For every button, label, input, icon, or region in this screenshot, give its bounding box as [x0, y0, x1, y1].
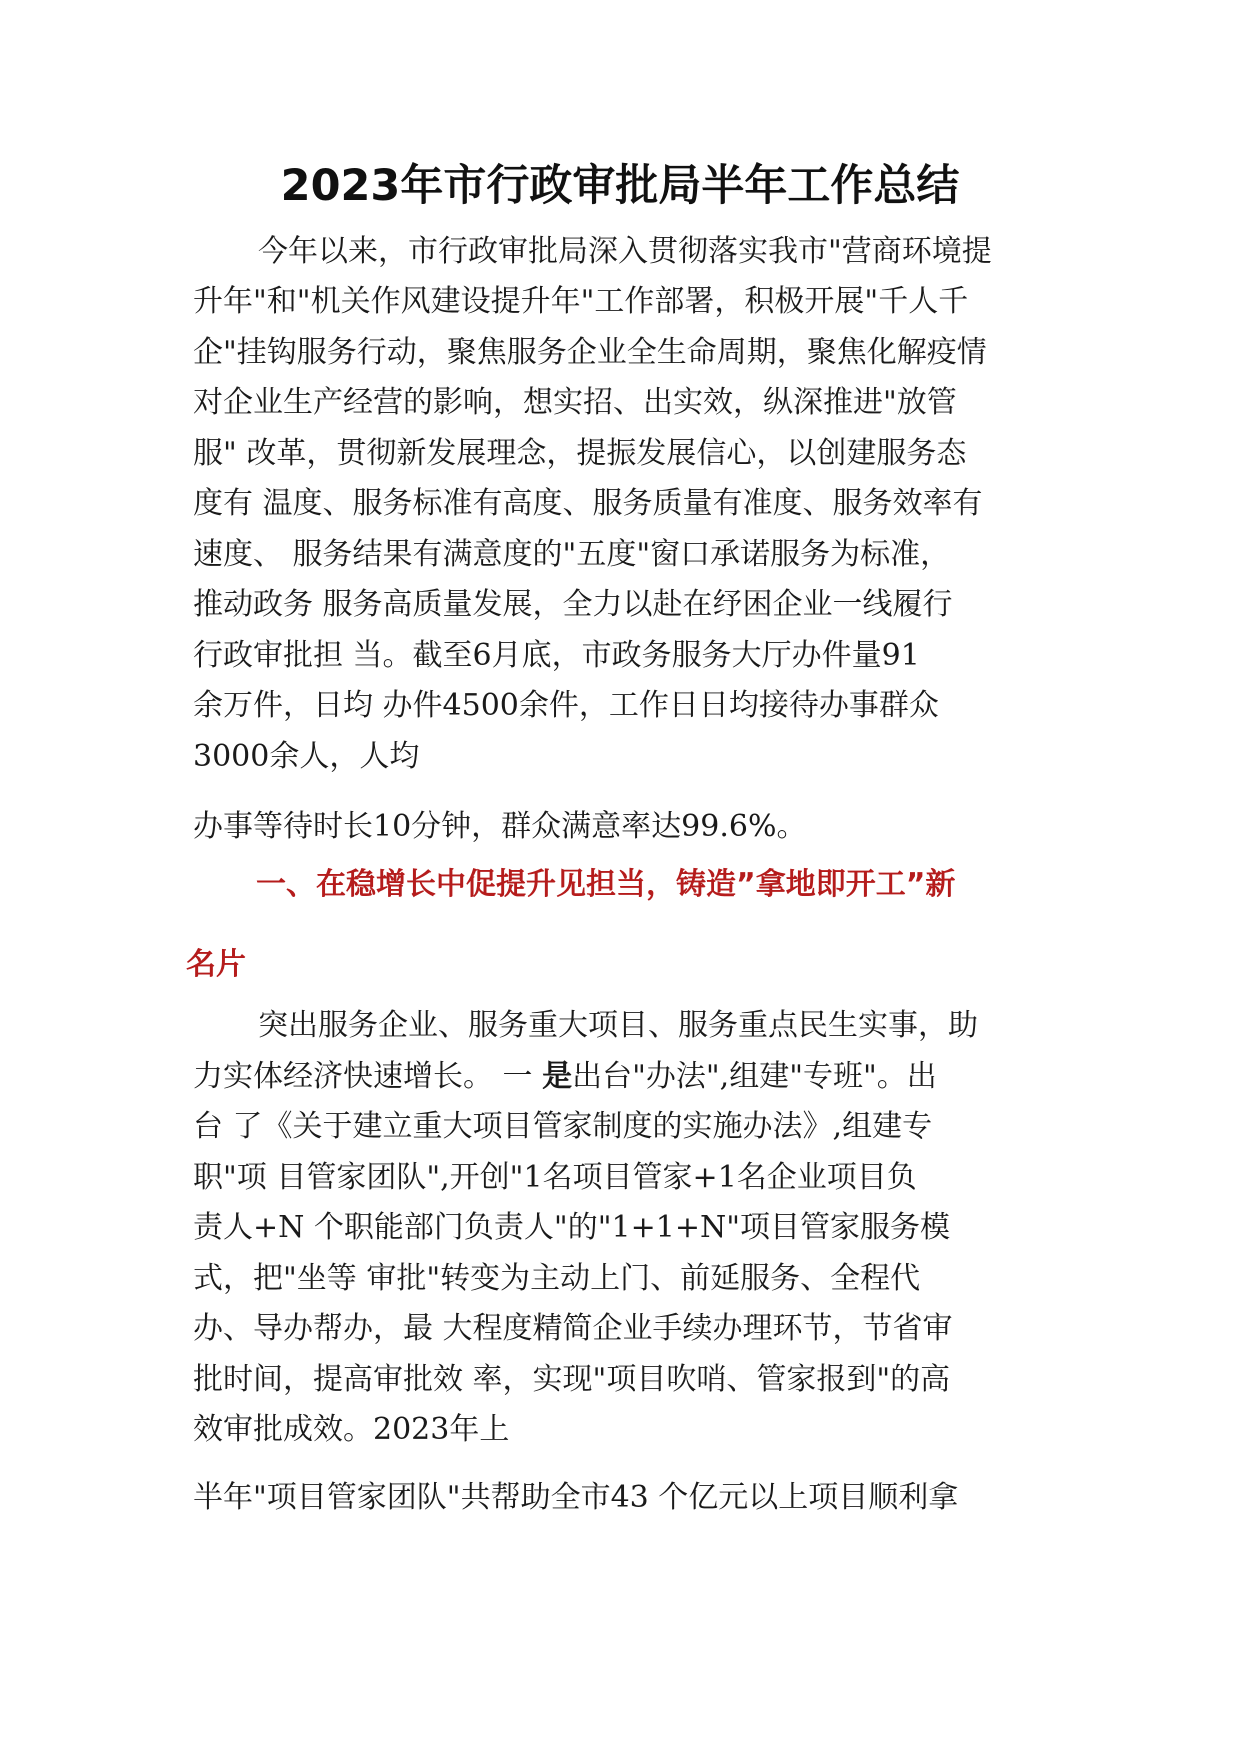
section-line: 台 了《关于建立重大项目管家制度的实施办法》,组建专 — [193, 1109, 933, 1144]
intro-line: 升年"和"机关作风建设提升年"工作部署，积极开展"千人千 — [193, 284, 969, 319]
intro-line: 余万件，日均 办件4500余件，工作日日均接待办事群众 — [193, 688, 939, 723]
intro-line: 度有 温度、服务标准有高度、服务质量有准度、服务效率有 — [193, 486, 983, 521]
section-line: 批时间，提高审批效 率，实现"项目吹哨、管家报到"的高 — [193, 1362, 951, 1397]
section-line: 职"项 目管家团队",开创"1名项目管家+1名企业项目负 — [193, 1160, 917, 1195]
intro-line: 企"挂钩服务行动，聚焦服务企业全生命周期，聚焦化解疫情 — [193, 335, 987, 370]
intro-line: 对企业生产经营的影响，想实招、出实效，纵深推进"放管 — [193, 385, 957, 420]
section-line: 半年"项目管家团队"共帮助全市43 个亿元以上项目顺利拿 — [193, 1480, 959, 1515]
intro-line: 行政审批担 当。截至6月底，市政务服务大厅办件量91 — [193, 638, 920, 673]
section-line-text: 力实体经济快速增长。 一 — [193, 1059, 543, 1094]
section-heading: 一、在稳增长中促提升见担当，铸造”拿地即开工”新 — [256, 867, 956, 902]
intro-line: 服" 改革，贯彻新发展理念，提振发展信心，以创建服务态 — [193, 436, 967, 471]
intro-line: 3000余人，人均 — [193, 739, 420, 774]
section-line: 效审批成效。2023年上 — [193, 1412, 510, 1447]
section-heading-continued: 名片 — [186, 947, 246, 982]
section-line-text: 出台"办法",组建"专班"。出 — [572, 1059, 937, 1094]
section-line — [193, 1057, 937, 1097]
intro-line: 推动政务 服务高质量发展，全力以赴在纾困企业一线履行 — [193, 587, 953, 622]
document-title: 2023年市行政审批局半年工作总结 — [280, 161, 960, 211]
section-line: 突出服务企业、服务重大项目、服务重点民生实事，助 — [258, 1008, 978, 1043]
intro-line: 今年以来，市行政审批局深入贯彻落实我市"营商环境提 — [258, 234, 992, 269]
section-line: 办、导办帮办，最 大程度精简企业手续办理环节，节省审 — [193, 1311, 953, 1346]
emphasis-text: 是 — [542, 1059, 573, 1094]
intro-line: 办事等待时长10分钟，群众满意率达99.6%。 — [193, 809, 807, 844]
intro-line: 速度、 服务结果有满意度的"五度"窗口承诺服务为标准， — [193, 537, 951, 572]
section-line: 式，把"坐等 审批"转变为主动上门、前延服务、全程代 — [193, 1261, 921, 1296]
section-line: 责人+N 个职能部门负责人"的"1+1+N"项目管家服务模 — [193, 1210, 951, 1245]
